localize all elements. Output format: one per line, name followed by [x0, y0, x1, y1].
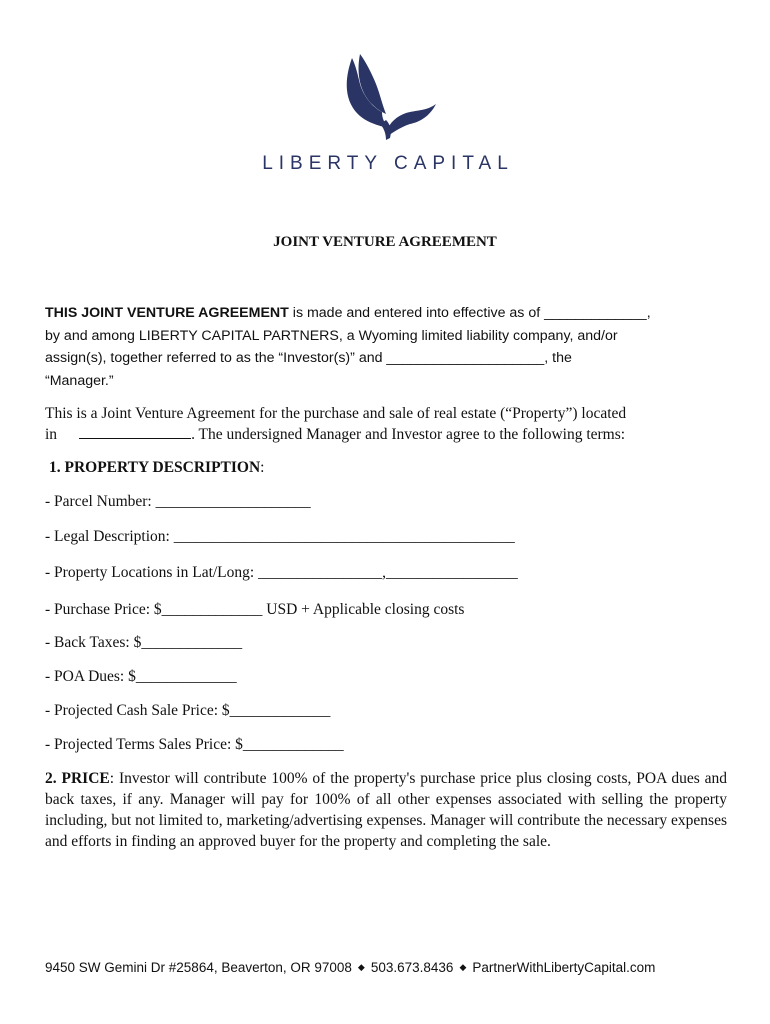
document-title: JOINT VENTURE AGREEMENT	[273, 234, 497, 250]
back-taxes-field[interactable]: - Back Taxes: $_____________	[45, 634, 243, 651]
brand-name: LIBERTY CAPITAL	[262, 153, 514, 174]
intro-line-2: by and among LIBERTY CAPITAL PARTNERS, a Wyoming limited liability company, and/or	[45, 327, 618, 344]
legal-description-field[interactable]: - Legal Description: ____________________________________________	[45, 528, 515, 545]
intro-lead: THIS JOINT VENTURE AGREEMENT	[45, 305, 289, 321]
intro-paragraph	[45, 302, 725, 392]
lat-long-field[interactable]: - Property Locations in Lat/Long: ________________,_________________	[45, 564, 518, 581]
footer-address: 9450 SW Gemini Dr #25864, Beaverton, OR 97008	[45, 960, 352, 975]
diamond-icon: ◆	[459, 962, 467, 972]
purchase-price-field[interactable]: - Purchase Price: $_____________ USD + Applicable closing costs	[45, 601, 465, 618]
footer-website-link[interactable]: PartnerWithLibertyCapital.com	[472, 960, 656, 975]
diamond-icon: ◆	[357, 962, 365, 972]
section-2-paragraph: 2. PRICE: Investor will contribute 100% of the property's purchase price plus closing costs, POA dues and back taxes, if any. Manager will pay for 100% of all other expenses associated with selling the property including, but not limited to, marketing/advertising expenses. Manager will contribute the necessary expenses and efforts in finding an approved buyer for the property and completing the sale.	[45, 770, 727, 850]
eagle-icon	[330, 50, 440, 145]
poa-dues-field[interactable]: - POA Dues: $_____________	[45, 668, 237, 685]
section-2-heading: 2. PRICE	[45, 770, 110, 787]
footer-phone: 503.673.8436	[370, 960, 454, 975]
parcel-number-field[interactable]: - Parcel Number: ____________________	[45, 493, 311, 510]
page-footer	[45, 960, 735, 975]
brand-logo	[0, 50, 770, 175]
cash-sale-price-field[interactable]: - Projected Cash Sale Price: $_____________	[45, 702, 331, 719]
purpose-line-2: in . The undersigned Manager and Investor agree to the following terms:	[45, 426, 626, 443]
intro-line-1: THIS JOINT VENTURE AGREEMENT is made and entered into effective as of _____________,	[45, 305, 651, 321]
purpose-paragraph	[45, 403, 727, 445]
location-blank[interactable]	[79, 426, 191, 439]
terms-sale-price-field[interactable]: - Projected Terms Sales Price: $_____________	[45, 736, 344, 753]
intro-line-3: assign(s), together referred to as the “Investor(s)” and ____________________, the	[45, 350, 572, 366]
purpose-line-1: This is a Joint Venture Agreement for the purchase and sale of real estate (“Property”) located	[45, 405, 627, 422]
section-1-heading: 1. PROPERTY DESCRIPTION:	[49, 459, 265, 476]
intro-line-4: “Manager.”	[45, 372, 114, 389]
